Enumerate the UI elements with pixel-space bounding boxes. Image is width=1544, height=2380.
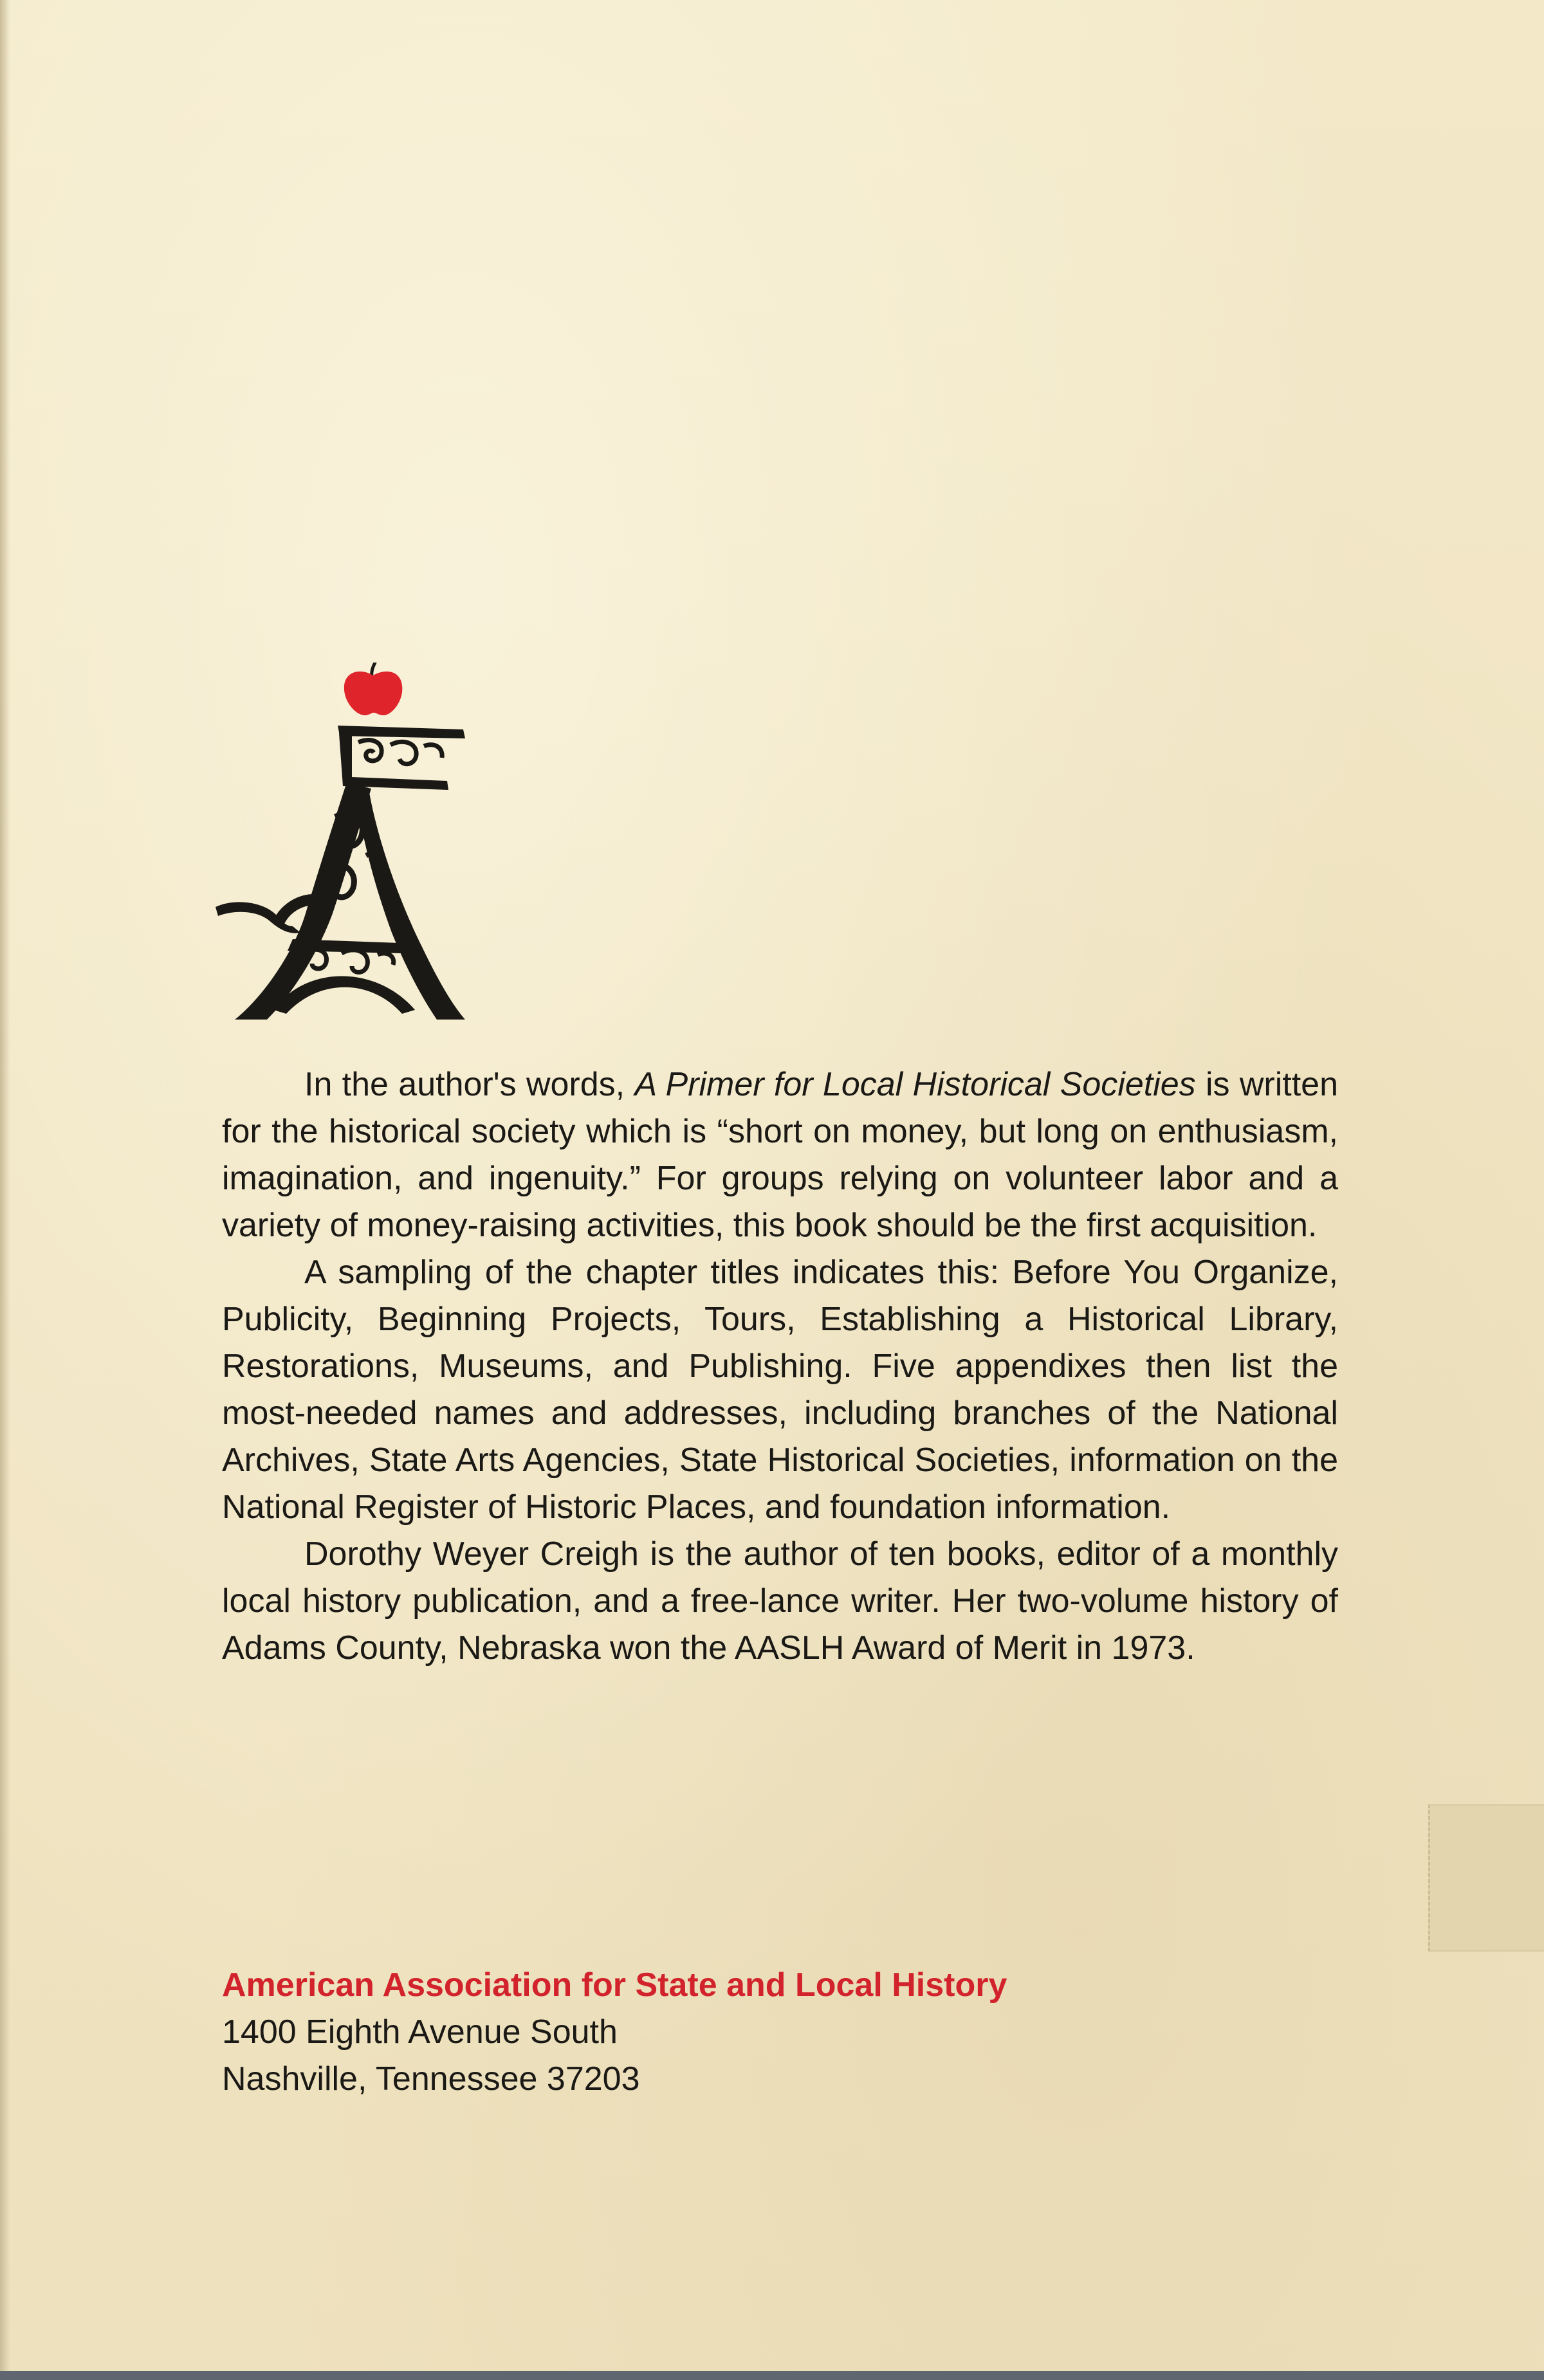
- publisher-block: [222, 1962, 1316, 2103]
- paragraph-intro: [222, 1061, 1338, 1249]
- school-desk-with-apple-icon: [209, 663, 479, 1023]
- book-title: A Primer for Local Historical Societies: [634, 1066, 1196, 1103]
- apple-icon: [344, 663, 402, 715]
- paragraph-chapters: A sampling of the chapter titles indicates this: Before You Organize, Publicity, Beginning Projects, Tours, Establishing a Historical Library, Restorations, Museums, and Publishing. Five appendixes then list the most-needed names and addresses, including branches of the National Archives, State Arts Agencies, State Historical Societies, information on the National Register of Historic Places, and foundation information.: [222, 1254, 1338, 1526]
- cover-bottom-edge: [0, 2371, 1544, 2380]
- paragraph-author: Dorothy Weyer Creigh is the author of ten books, editor of a monthly local history publication, and a free-lance writer. Her two-volume history of Adams County, Nebraska won the AASLH Award of Merit in 1973.: [222, 1535, 1338, 1667]
- publisher-name: American Association for State and Local History: [222, 1966, 1007, 2004]
- publisher-address-street: 1400 Eighth Avenue South: [222, 2013, 618, 2051]
- publisher-address-city: Nashville, Tennessee 37203: [222, 2060, 640, 2098]
- paper-tab: [1428, 1804, 1544, 1952]
- intro-rest: is written for the historical society which is “short on money, but long on enthusiasm, imagination, and ingenuity.” For groups relying on volunteer labor and a variety of money-raising activities, this book should be the first acquisition.: [222, 1066, 1339, 1244]
- intro-lead: In the author's words,: [304, 1066, 635, 1103]
- cover-left-edge: [0, 0, 10, 2380]
- description-text: [222, 1061, 1338, 1672]
